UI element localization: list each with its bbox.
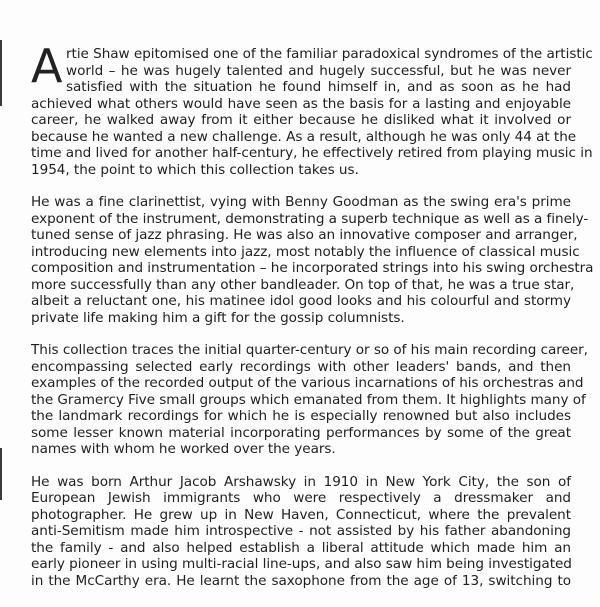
text-line: encompassing selected early recordings with other leaders' bands, and then — [31, 358, 571, 375]
text-line: the landmark recordings for which he is especially renowned but also includes — [31, 408, 571, 424]
text-line: the family - and also helped establish a liberal attitude which made him an — [31, 539, 571, 556]
paragraph — [31, 194, 594, 326]
text-line: because he wanted a new challenge. As a result, although he was only 44 at the — [31, 128, 577, 145]
text-line: private life making him a gift for the gossip columnists. — [31, 309, 405, 326]
text-line: the Gramercy Five small groups which emanated from them. It highlights many of — [31, 391, 586, 408]
text-line: He was born Arthur Jacob Arshawsky in 1910 in New York City, the son of — [31, 473, 571, 490]
text-line: introducing new elements into jazz, most notably the influence of classical music — [31, 243, 580, 260]
text-line: 1954, the point to which this collection takes us. — [31, 161, 359, 178]
text-line: composition and instrumentation – he incorporated strings into his swing orchestra — [31, 260, 594, 276]
text-line: early pioneer in using multi-racial line-ups, and also saw him being investigated — [31, 556, 572, 572]
text-line: He was a fine clarinettist, vying with Benny Goodman as the swing era's prime — [31, 194, 571, 210]
text-line: some lesser known material incorporating performances by some of the great — [31, 424, 571, 441]
paragraph — [31, 39, 593, 178]
text-line: examples of the recorded output of the various incarnations of his orchestras and — [31, 375, 584, 391]
text-line: time and lived for another half-century, he effectively retired from playing music in — [31, 145, 593, 161]
text-line: satisfied with the situation he found himself in, and as soon as he had — [66, 79, 571, 95]
text-line: tuned sense of jazz phrasing. He was also an innovative composer and arranger, — [31, 227, 578, 243]
drop-cap: A — [31, 39, 63, 93]
article-body — [31, 39, 594, 605]
page-edge-mark — [0, 40, 2, 106]
text-line: rtie Shaw epitomised one of the familiar paradoxical syndromes of the artistic — [66, 46, 593, 62]
text-line: world – he was hugely talented and hugely successful, but he was never — [66, 62, 571, 79]
paragraph — [31, 474, 571, 590]
text-line: photographer. He grew up in New Haven, Connecticut, where the prevalent — [31, 506, 571, 523]
page-edge-mark — [0, 448, 2, 500]
text-line: This collection traces the initial quarter-century or so of his main recording career, — [31, 342, 588, 358]
text-line: career, he walked away from it either because he disliked what it involved or — [31, 112, 571, 128]
text-line: achieved what others would have seen as the basis for a lasting and enjoyable — [31, 95, 571, 112]
paragraph — [31, 342, 588, 458]
text-line: more successfully than any other bandleader. On top of that, he was a true star, — [31, 276, 575, 293]
text-line: anti-Semitism made him introspective - not assisted by his father abandoning — [31, 523, 571, 539]
text-line: European Jewish immigrants who were respectively a dressmaker and — [31, 490, 571, 506]
text-line: exponent of the instrument, demonstrating a superb technique as well as a finely- — [31, 210, 589, 227]
text-line: albeit a reluctant one, his matinee idol good looks and his colourful and stormy — [31, 293, 571, 309]
text-line: names with whom he worked over the years. — [31, 441, 336, 457]
text-line: in the McCarthy era. He learnt the saxophone from the age of 13, switching to — [31, 572, 571, 589]
